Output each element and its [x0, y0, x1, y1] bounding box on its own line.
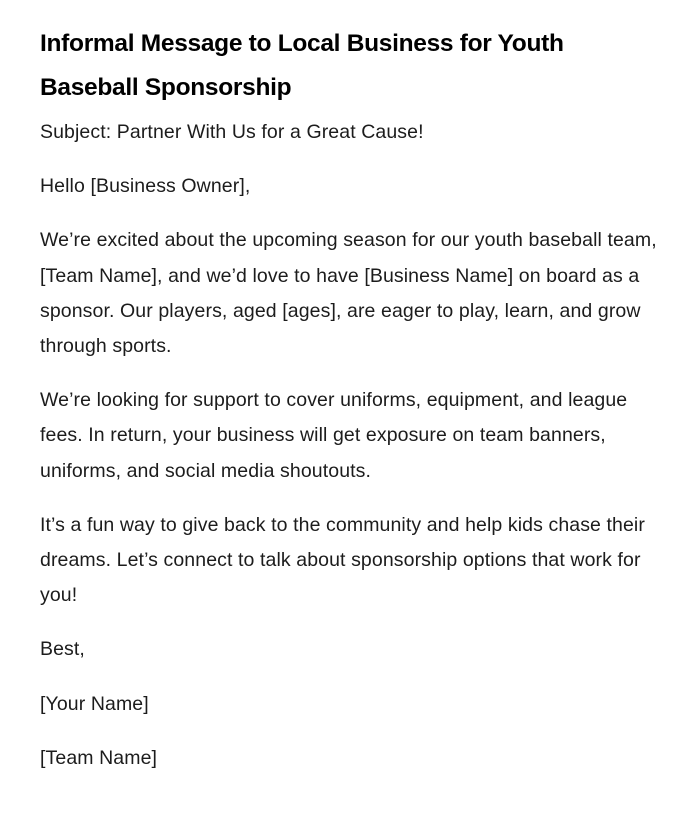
sign-off: Best,: [40, 638, 85, 661]
body-paragraph-support: We’re looking for support to cover uniforms, equipment, and league fees. In return, your business will get exposure on team banners, uniforms, and social media shoutouts.: [40, 389, 628, 482]
document-title: Informal Message to Local Business for Youth Baseball Sponsorship: [40, 30, 564, 101]
greeting: Hello [Business Owner],: [40, 175, 251, 198]
body-paragraph-closing: It’s a fun way to give back to the community and help kids chase their dreams. Let’s connect to talk about sponsorship options that work for you!: [40, 513, 645, 607]
body-paragraph-intro: We’re excited about the upcoming season for our youth baseball team, [Team Name], and we’d love to have [Business Name] on board as a sponsor. Our players, aged [ages], are eager to play, learn, and grow through sports.: [40, 229, 657, 358]
signature-team: [Team Name]: [40, 746, 158, 769]
signature-name: [Your Name]: [40, 692, 149, 715]
subject-line: Subject: Partner With Us for a Great Cause!: [40, 121, 424, 143]
